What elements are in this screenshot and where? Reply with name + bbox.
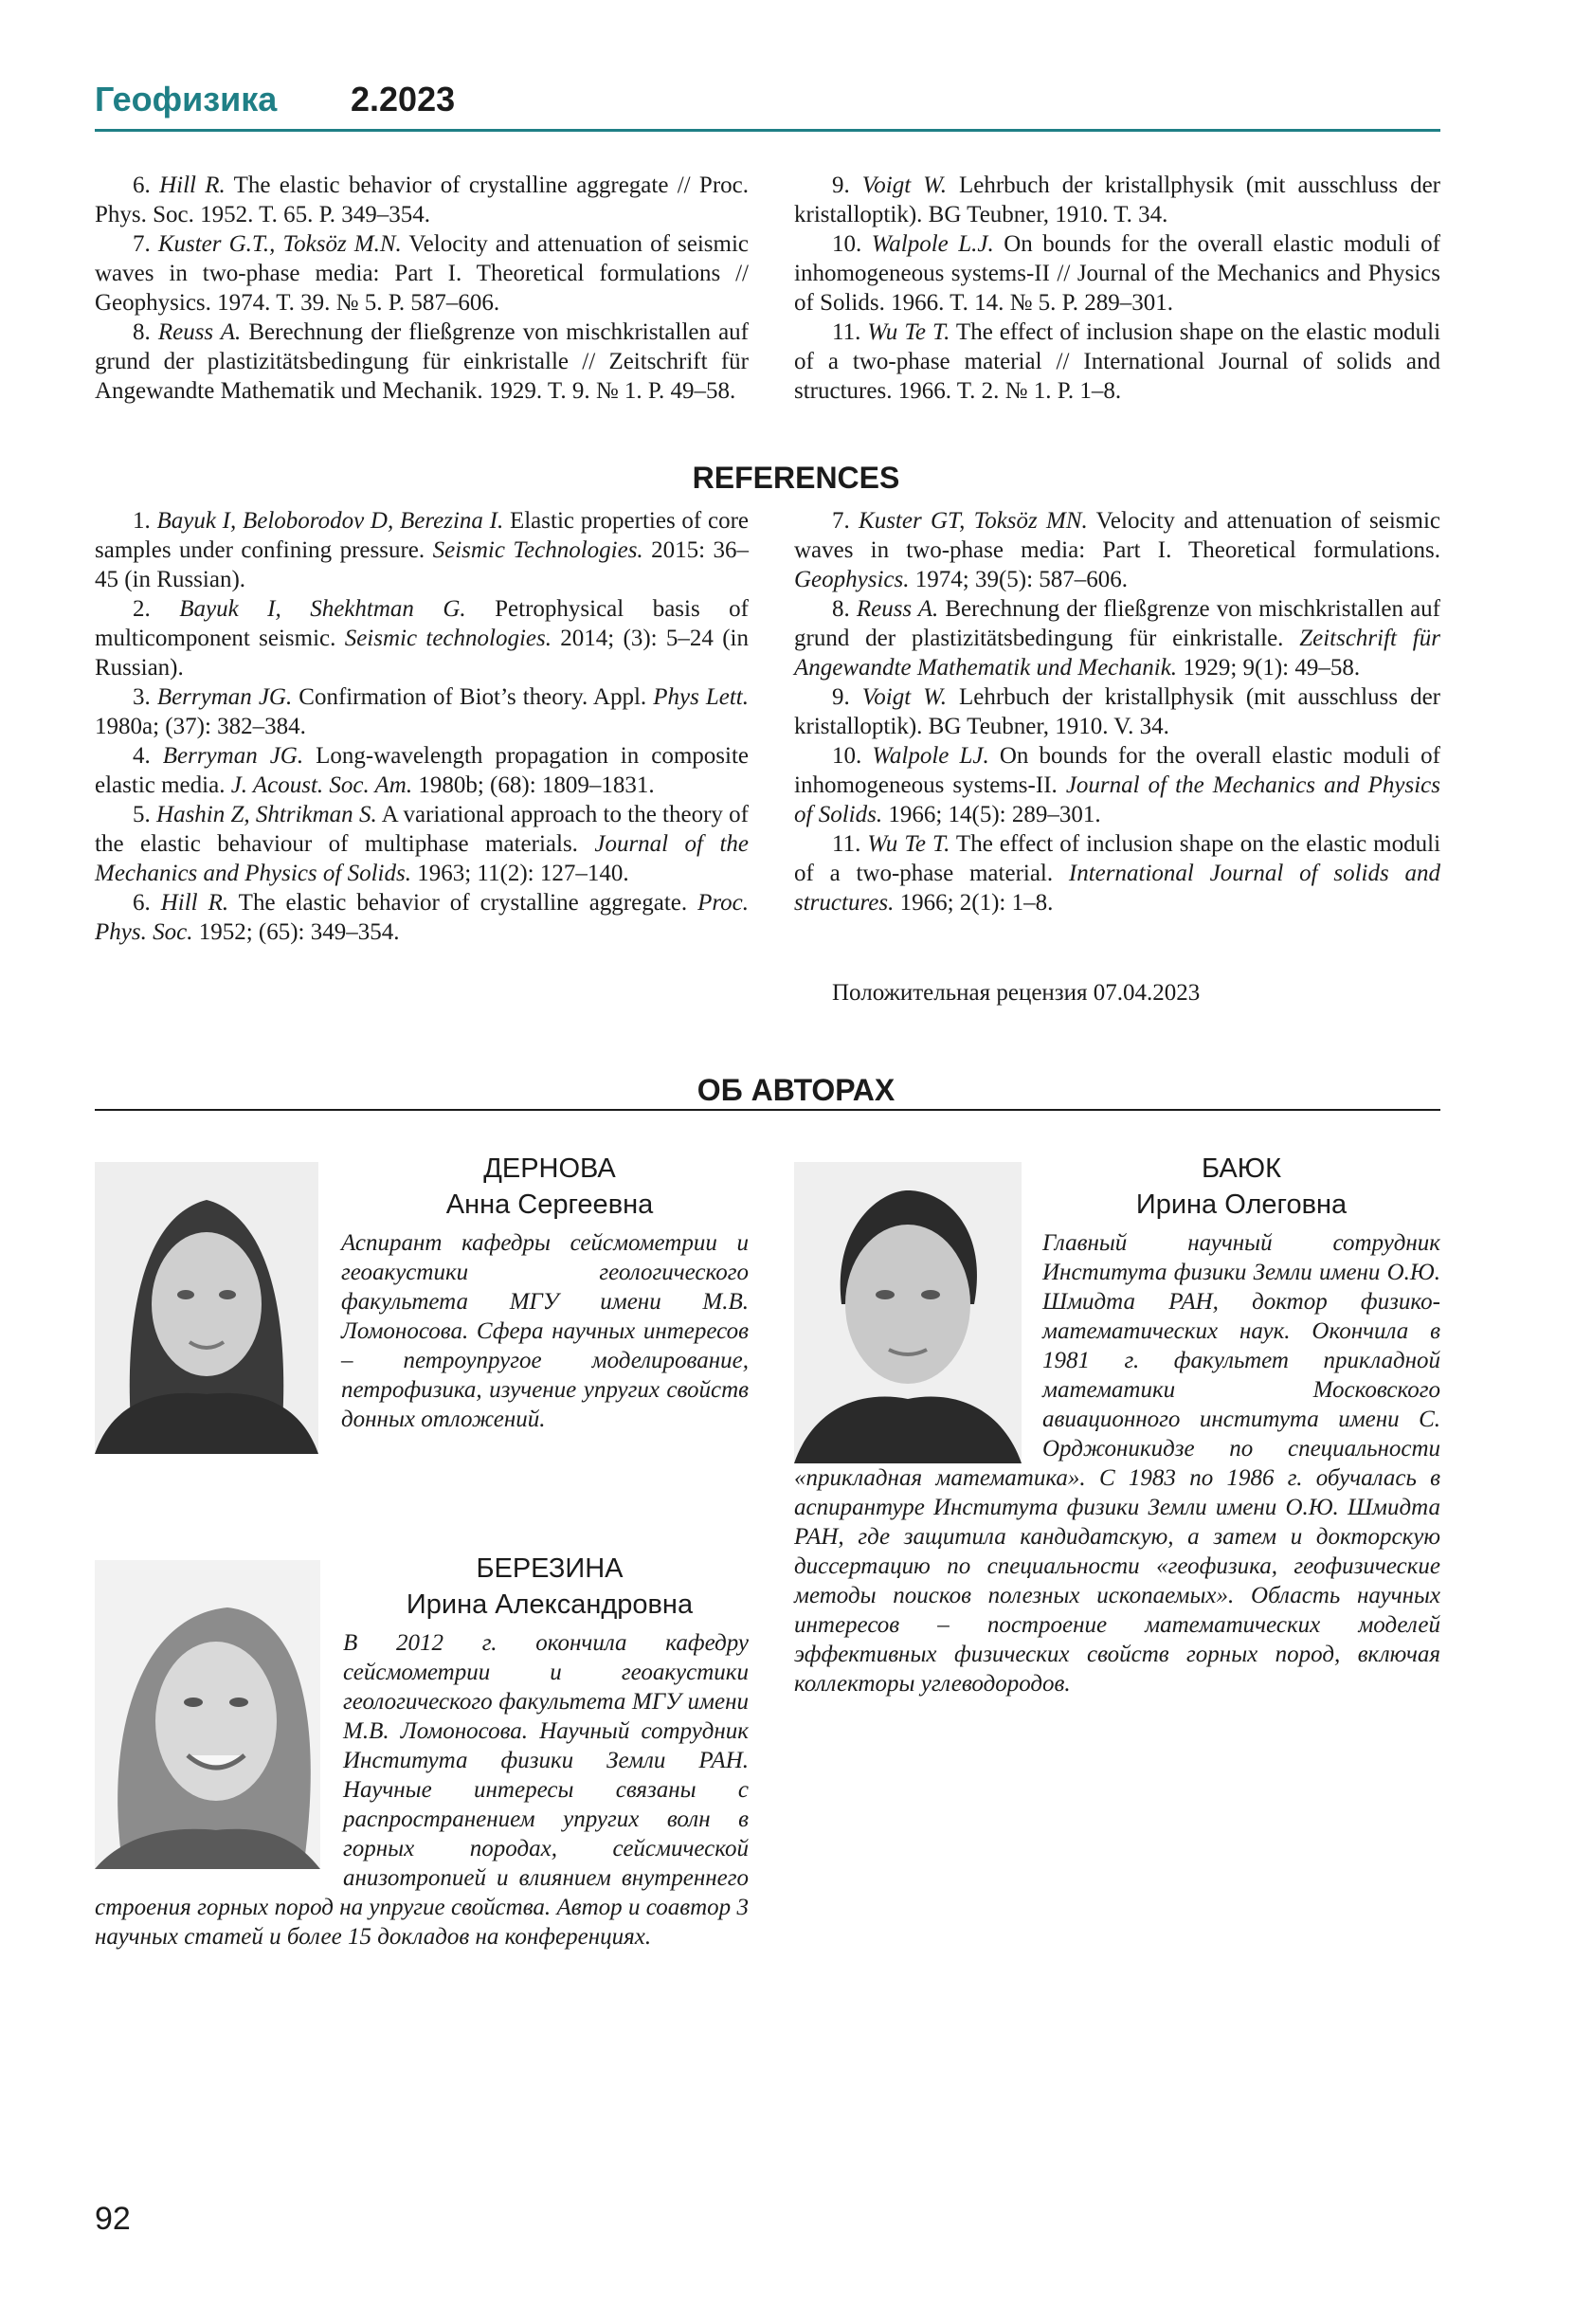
reference-item: 8. Reuss A. Berechnung der fließgrenze von mischkristallen auf grund der plastizitätsbedingung für einkristalle. Zeitschrift für Angewandte Mathematik und Mechanik. 1929; 9(1): 49–58. (794, 596, 1440, 681)
running-header (95, 80, 1440, 131)
reference-item: 10. Walpole LJ. On bounds for the overall elastic moduli of inhomogeneous systems-II. Journal of the Mechanics and Physics of Solids. 1966; 14(5): 289–301. (794, 743, 1440, 827)
reference-item: 7. Kuster GT, Toksöz MN. Velocity and attenuation of seismic waves in two-phase media: Part I. Theoretical formulations. Geophysics. 1974; 39(5): 587–606. (794, 508, 1441, 592)
reference-item: 9. Voigt W. Lehrbuch der kristallphysik (mit ausschluss der kristalloptik). BG Teubner, 1910. T. 34. (794, 172, 1440, 227)
photo-wrap-spacer (95, 1628, 343, 1869)
reference-item: 1. Bayuk I, Beloborodov D, Berezina I. Elastic properties of core samples under confining pressure. Seismic Technologies. 2015: 36–45 (in Russian). (95, 508, 749, 592)
author-bio-dernova: Аспирант кафедры сейсмометрии и геоакустики геологического факультета МГУ имени М.В. Ломоносова. Сфера научных интересов – петроупругое моделирование, петрофизика, изучение упругих свойств донных отложений. (341, 1230, 749, 1432)
reference-item: 4. Berryman JG. Long-wavelength propagation in composite elastic media. J. Acoust. Soc. Am. 1980b; (68): 1809–1831. (95, 743, 749, 798)
reference-item: 10. Walpole L.J. On bounds for the overall elastic moduli of inhomogeneous systems-II // Journal of the Mechanics and Physics of Solids. 1966. T. 14. № 5. P. 289–301. (794, 231, 1440, 316)
issue-number: 2.2023 (351, 80, 456, 118)
references-heading: REFERENCES (692, 461, 900, 495)
reference-item: 7. Kuster G.T., Toksöz M.N. Velocity and attenuation of seismic waves in two-phase media: Part I. Theoretical formulations // Geophysics. 1974. T. 39. № 5. P. 587–606. (95, 231, 749, 316)
authors-divider (95, 1109, 1440, 1111)
author-bio-berezina: В 2012 г. окончила кафедру сейсмометрии и геоакустики геологического факультета МГУ имени М.В. Ломоносова. Научный сотрудник Института физики Земли РАН. Научные интересы связаны с распространением упругих волн в горных породах, сейсмической анизотропией и влиянием внутреннего строения горных пород на упругие свойства. Автор и соавтор 3 научных статей и более 15 докладов на конференциях. (95, 1630, 749, 1950)
author-name-berezina: БЕРЕЗИНА Ирина Александровна (406, 1553, 694, 1620)
author-bio-bayuk: Главный научный сотрудник Института физики Земли имени О.Ю. Шмидта РАН, доктор физико-математических наук. Окончила в 1981 г. факультет прикладной математики Московского авиационного института имени С. Орджоникидзе по специальности «прикладная математика». С 1983 по 1986 г. обучалась в аспирантуре Института физики Земли имени О.Ю. Шмидта РАН, где защитила кандидатскую, а затем и докторскую диссертацию по специальности «геофизика, геофизические методы поисков полезных ископаемых». Область научных интересов – построение математических моделей эффективных физических свойств горных пород, включая коллекторы углеводородов. (794, 1230, 1440, 1697)
refs-ru-left-column (95, 171, 749, 406)
author-name-bayuk: БАЮК Ирина Олеговна (1135, 1153, 1348, 1220)
reference-item: 6. Hill R. The elastic behavior of crystalline aggregate // Proc. Phys. Soc. 1952. T. 65. P. 349–354. (95, 172, 750, 227)
portrait-image (95, 1162, 318, 1454)
author-photo-dernova (95, 1162, 318, 1454)
refs-en-left-column (95, 506, 749, 947)
header-divider (95, 129, 1440, 132)
refs-en-right-column (794, 506, 1440, 917)
journal-title: Геофизика (95, 80, 278, 118)
authors-heading: ОБ АВТОРАХ (696, 1073, 896, 1107)
page-number: 92 (95, 2201, 131, 2237)
refs-ru-right-column (794, 171, 1440, 406)
photo-wrap-spacer (794, 1228, 1042, 1463)
reference-item: 3. Berryman JG. Confirmation of Biot’s theory. Appl. Phys Lett. 1980a; (37): 382–384. (95, 684, 749, 739)
reference-item: 8. Reuss A. Berechnung der fließgrenze von mischkristallen auf grund der plastizitätsbedingung für einkristalle // Zeitschrift für Angewandte Mathematik und Mechanik. 1929. T. 9. № 1. P. 49–58. (95, 319, 749, 404)
reference-item: 11. Wu Te T. The effect of inclusion shape on the elastic moduli of a two-phase material // International Journal of solids and structures. 1966. T. 2. № 1. P. 1–8. (794, 319, 1441, 404)
reference-item: 6. Hill R. The elastic behavior of crystalline aggregate. Proc. Phys. Soc. 1952; (65): 349–354. (95, 890, 750, 945)
reference-item: 5. Hashin Z, Shtrikman S. A variational approach to the theory of the elastic behaviour of multiphase materials. Journal of the Mechanics and Physics of Solids. 1963; 11(2): 127–140. (95, 802, 749, 886)
reference-item: 11. Wu Te T. The effect of inclusion shape on the elastic moduli of a two-phase material. International Journal of solids and structures. 1966; 2(1): 1–8. (794, 831, 1441, 916)
author-name-dernova: ДЕРНОВА Анна Сергеевна (445, 1153, 654, 1220)
review-note: Положительная рецензия 07.04.2023 (832, 980, 1201, 1006)
reference-item: 2. Bayuk I, Shekhtman G. Petrophysical basis of multicomponent seismic. Seismic technologies. 2014; (3): 5–24 (in Russian). (95, 596, 749, 681)
reference-item: 9. Voigt W. Lehrbuch der kristallphysik (mit ausschluss der kristalloptik). BG Teubner, 1910. V. 34. (794, 684, 1440, 739)
